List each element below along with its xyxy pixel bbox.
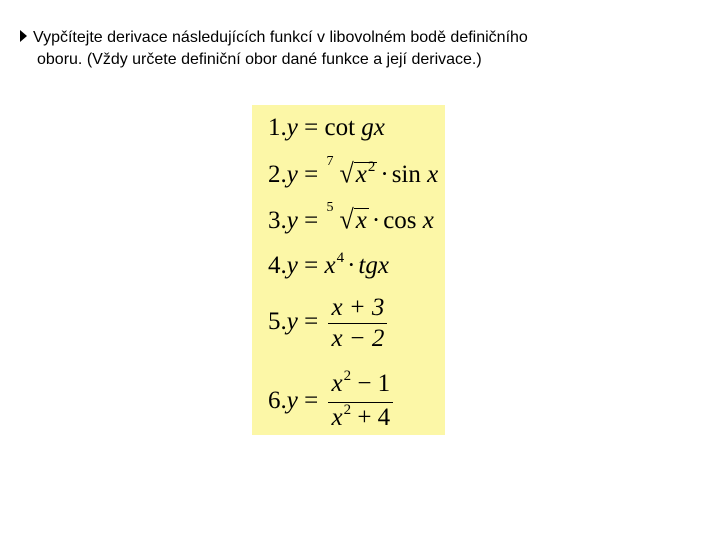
- formula-4: $4.y = x^4$ · tgx: [268, 250, 389, 279]
- fraction: $\frac{x^2 - 1}{x^2 + 4}$: [328, 369, 393, 436]
- task-instruction-line-2: oboru. (Vždy určete definiční obor dané funkce a její derivace.): [37, 51, 482, 68]
- formula-5: 5.y = $\frac{x + 3}{x - 2}$: [268, 293, 387, 354]
- fraction: $\frac{x + 3}{x - 2}$: [328, 293, 387, 354]
- formula-6: 6.y = $\frac{x^2 - 1}{x^2 + 4}$: [268, 369, 393, 436]
- task-instruction: [33, 27, 673, 71]
- root-expression: 5 √x: [326, 200, 367, 235]
- formula-3: 3.y = 5 √x · cos x: [268, 200, 434, 235]
- root-expression: 7 $√x^2$: [326, 154, 376, 189]
- formula-1: 1.y = cot gx: [268, 114, 385, 141]
- triangle-bullet-icon: [20, 30, 27, 42]
- formula-panel: [252, 105, 445, 435]
- formula-2: 2.y = 7 $√x^2 \cdot \sin x$: [268, 154, 439, 189]
- task-instruction-line-1: Vypčítejte derivace následujících funkcí v libovolném bodě definičního: [33, 29, 528, 46]
